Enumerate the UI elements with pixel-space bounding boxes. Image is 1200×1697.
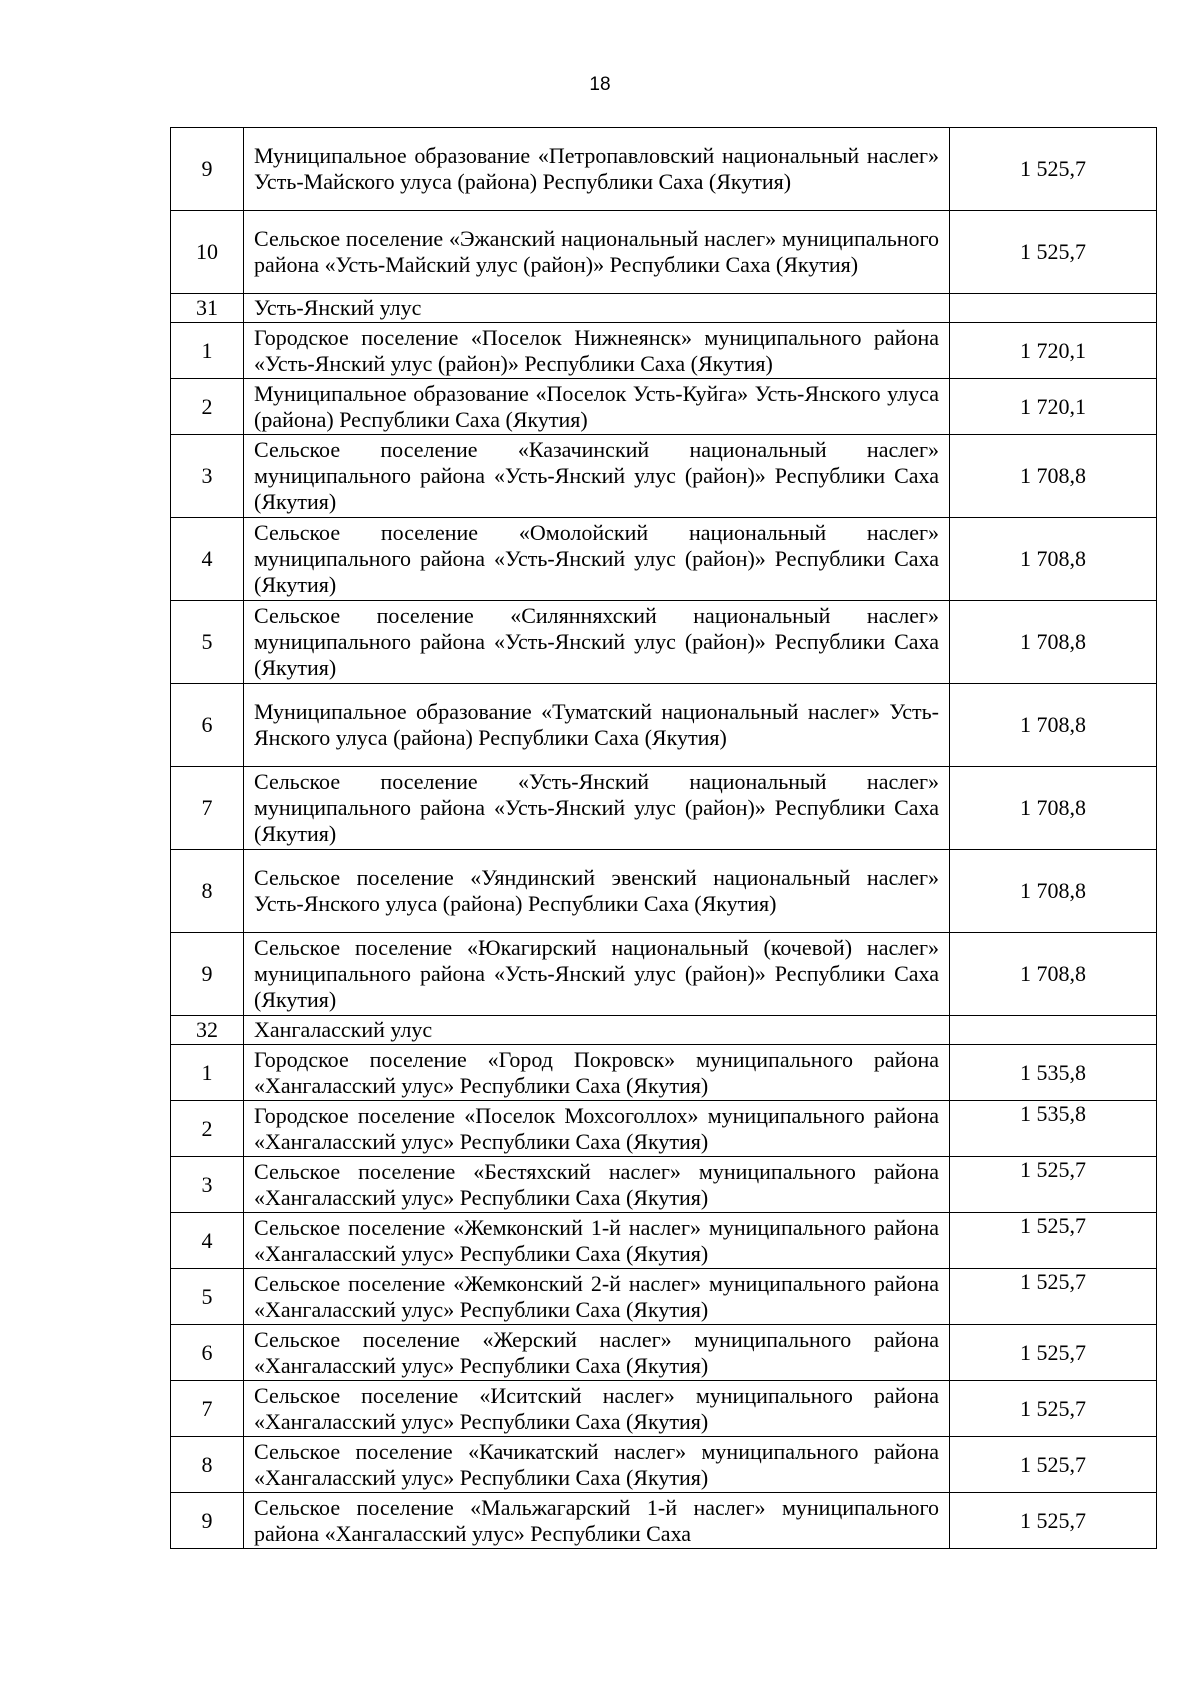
amount-value: 1 708,8 (950, 435, 1157, 518)
municipality-name: Сельское поселение «Омолойский национальный наслег» муниципального района «Усть-Янский улус (район)» Республики Саха (Якутия) (244, 518, 950, 601)
amount-value: 1 708,8 (950, 601, 1157, 684)
region-name: Усть-Янский улус (244, 294, 950, 323)
amount-value: 1 525,7 (950, 1325, 1157, 1381)
municipality-name: Сельское поселение «Качикатский наслег» муниципального района «Хангаласский улус» Республики Саха (Якутия) (244, 1437, 950, 1493)
municipality-name: Сельское поселение «Мальжагарский 1-й наслег» муниципального района «Хангаласский улус» Республики Саха (244, 1493, 950, 1549)
municipality-name: Городское поселение «Город Покровск» муниципального района «Хангаласский улус» Республики Саха (Якутия) (244, 1045, 950, 1101)
municipality-name: Сельское поселение «Жемконский 1-й наслег» муниципального района «Хангаласский улус» Республики Саха (Якутия) (244, 1213, 950, 1269)
table-row (171, 1101, 1157, 1157)
row-number: 1 (171, 323, 244, 379)
row-number: 8 (171, 1437, 244, 1493)
amount-value: 1 708,8 (950, 850, 1157, 933)
table-row (171, 1325, 1157, 1381)
table-row (171, 933, 1157, 1016)
municipality-name: Муниципальное образование «Туматский национальный наслег» Усть-Янского улуса (района) Республики Саха (Якутия) (244, 684, 950, 767)
municipality-name: Городское поселение «Поселок Нижнеянск» муниципального района «Усть-Янский улус (район)» Республики Саха (Якутия) (244, 323, 950, 379)
row-number: 2 (171, 1101, 244, 1157)
table-row (171, 601, 1157, 684)
municipality-name: Сельское поселение «Силянняхский национальный наслег» муниципального района «Усть-Янский улус (район)» Республики Саха (Якутия) (244, 601, 950, 684)
municipality-name: Городское поселение «Поселок Мохсоголлох» муниципального района «Хангаласский улус» Республики Саха (Якутия) (244, 1101, 950, 1157)
table-row (171, 435, 1157, 518)
row-number: 6 (171, 684, 244, 767)
amount-value: 1 525,7 (950, 211, 1157, 294)
municipality-name: Сельское поселение «Эжанский национальный наслег» муниципального района «Усть-Майский улус (район)» Республики Саха (Якутия) (244, 211, 950, 294)
table-row (171, 1269, 1157, 1325)
table-row (171, 684, 1157, 767)
amount-value: 1 708,8 (950, 684, 1157, 767)
amount-value: 1 708,8 (950, 767, 1157, 850)
municipality-name: Сельское поселение «Уяндинский эвенский национальный наслег» Усть-Янского улуса (района) Республики Саха (Якутия) (244, 850, 950, 933)
row-number: 4 (171, 1213, 244, 1269)
row-number: 2 (171, 379, 244, 435)
amount-value: 1 720,1 (950, 323, 1157, 379)
table-row (171, 1045, 1157, 1101)
table-row (171, 128, 1157, 211)
region-header-row (171, 294, 1157, 323)
amount-value: 1 525,7 (950, 1437, 1157, 1493)
table-row (171, 767, 1157, 850)
row-number: 3 (171, 435, 244, 518)
row-number: 9 (171, 128, 244, 211)
municipality-name: Сельское поселение «Жемконский 2-й наслег» муниципального района «Хангаласский улус» Республики Саха (Якутия) (244, 1269, 950, 1325)
municipality-name: Сельское поселение «Усть-Янский национальный наслег» муниципального района «Усть-Янский улус (район)» Республики Саха (Якутия) (244, 767, 950, 850)
municipality-name: Муниципальное образование «Петропавловский национальный наслег» Усть-Майского улуса (района) Республики Саха (Якутия) (244, 128, 950, 211)
amount-value: 1 535,8 (950, 1101, 1157, 1157)
amount-value: 1 525,7 (950, 1157, 1157, 1213)
table-row (171, 379, 1157, 435)
region-name: Хангаласский улус (244, 1016, 950, 1045)
table-row (171, 1381, 1157, 1437)
table-row (171, 1157, 1157, 1213)
row-number: 5 (171, 1269, 244, 1325)
amount-value: 1 525,7 (950, 1269, 1157, 1325)
row-number: 5 (171, 601, 244, 684)
table-body (171, 128, 1157, 1549)
amount-value: 1 525,7 (950, 1493, 1157, 1549)
row-number: 6 (171, 1325, 244, 1381)
amount-value: 1 525,7 (950, 128, 1157, 211)
row-number: 7 (171, 767, 244, 850)
table-row (171, 1213, 1157, 1269)
amount-value: 1 720,1 (950, 379, 1157, 435)
municipality-name: Муниципальное образование «Поселок Усть-Куйга» Усть-Янского улуса (района) Республики Саха (Якутия) (244, 379, 950, 435)
page-number: 18 (589, 74, 611, 95)
amount-value: 1 708,8 (950, 518, 1157, 601)
municipality-name: Сельское поселение «Жерский наслег» муниципального района «Хангаласский улус» Республики Саха (Якутия) (244, 1325, 950, 1381)
municipalities-table (170, 127, 1157, 1549)
municipality-name: Сельское поселение «Бестяхский наслег» муниципального района «Хангаласский улус» Республики Саха (Якутия) (244, 1157, 950, 1213)
region-value-empty (950, 1016, 1157, 1045)
amount-value: 1 708,8 (950, 933, 1157, 1016)
row-number: 4 (171, 518, 244, 601)
row-number: 9 (171, 1493, 244, 1549)
row-number: 3 (171, 1157, 244, 1213)
amount-value: 1 525,7 (950, 1381, 1157, 1437)
table-row (171, 1437, 1157, 1493)
row-number: 7 (171, 1381, 244, 1437)
region-value-empty (950, 294, 1157, 323)
table-row (171, 211, 1157, 294)
municipality-name: Сельское поселение «Иситский наслег» муниципального района «Хангаласский улус» Республики Саха (Якутия) (244, 1381, 950, 1437)
region-number: 31 (171, 294, 244, 323)
table-row (171, 850, 1157, 933)
municipality-name: Сельское поселение «Юкагирский национальный (кочевой) наслег» муниципального района «Усть-Янский улус (район)» Республики Саха (Якутия) (244, 933, 950, 1016)
amount-value: 1 535,8 (950, 1045, 1157, 1101)
table-row (171, 323, 1157, 379)
municipality-name: Сельское поселение «Казачинский национальный наслег» муниципального района «Усть-Янский улус (район)» Республики Саха (Якутия) (244, 435, 950, 518)
row-number: 10 (171, 211, 244, 294)
table-row (171, 1493, 1157, 1549)
row-number: 8 (171, 850, 244, 933)
row-number: 9 (171, 933, 244, 1016)
row-number: 1 (171, 1045, 244, 1101)
region-header-row (171, 1016, 1157, 1045)
region-number: 32 (171, 1016, 244, 1045)
table-row (171, 518, 1157, 601)
amount-value: 1 525,7 (950, 1213, 1157, 1269)
